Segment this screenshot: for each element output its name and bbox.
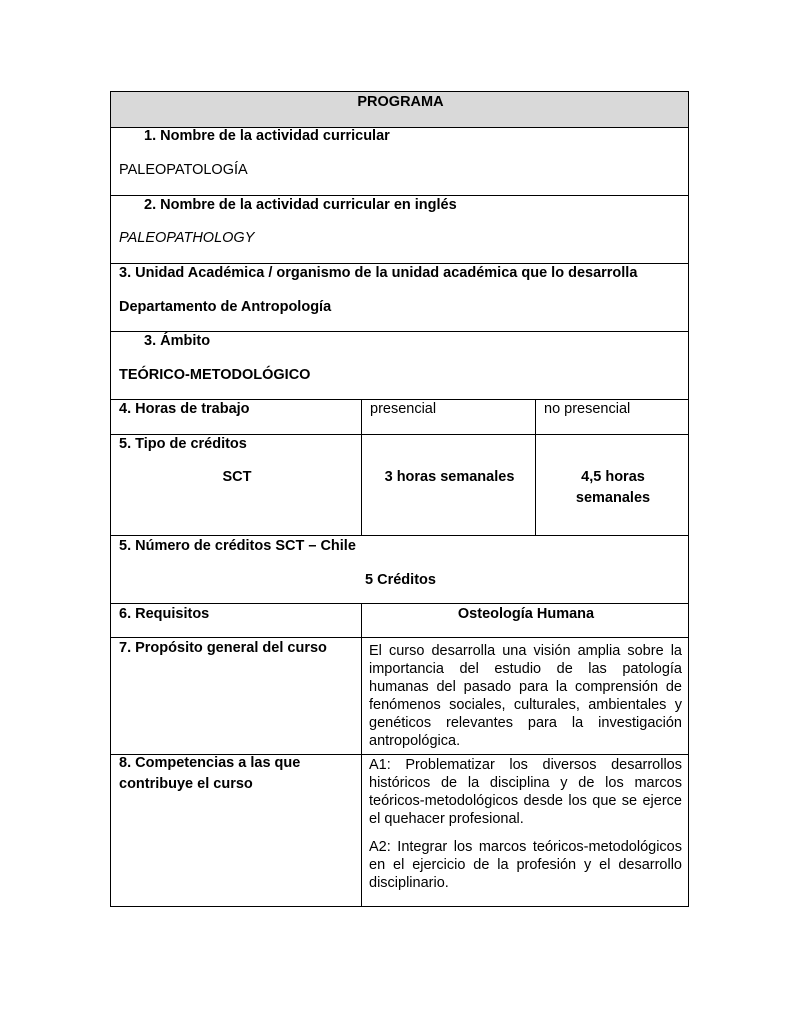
- s3-label: 3. Unidad Académica / organismo de la unidad académica que lo desarrolla: [119, 265, 638, 281]
- s5b-label: 5. Número de créditos SCT – Chile: [119, 538, 356, 554]
- s5-label: 5. Tipo de créditos: [119, 436, 247, 452]
- s7-label: 7. Propósito general del curso: [119, 640, 327, 656]
- s8-value: [369, 756, 682, 902]
- s2-value: PALEOPATHOLOGY: [119, 230, 255, 246]
- s3-value: Departamento de Antropología: [119, 299, 332, 315]
- s5-col2-cell: [361, 434, 536, 536]
- header-title: PROGRAMA: [357, 94, 444, 110]
- s4-label: 4. Horas de trabajo: [119, 401, 250, 417]
- competencia-a1: A1: Problematizar los diversos desarrollos históricos de la disciplina y de los marcos teóricos-metodológicos desde los que se ejerce el quehacer profesional.: [369, 757, 682, 827]
- s6-label: 6. Requisitos: [119, 606, 210, 622]
- s5-col2: 3 horas semanales: [384, 469, 515, 485]
- s7-value: [369, 642, 682, 760]
- s4-col2: presencial: [370, 401, 437, 417]
- s4-col3: no presencial: [544, 401, 631, 417]
- s2-label: 2. Nombre de la actividad curricular en inglés: [144, 197, 457, 213]
- s5b-value: 5 Créditos: [365, 572, 436, 588]
- s5-col3-line2: semanales: [575, 490, 651, 506]
- s5-col3-cell: [535, 434, 689, 536]
- s1-label: 1. Nombre de la actividad curricular: [144, 128, 390, 144]
- s7-paragraph: El curso desarrolla una visión amplia sobre la importancia del estudio de las patología humanas del pasado para la comprensión de fenómenos sociales, culturales, ambientales y genéticos relevantes para la investigación antropológica.: [369, 643, 682, 749]
- s3b-label: 3. Ámbito: [144, 333, 211, 349]
- s5-col3-line1: 4,5 horas: [581, 469, 645, 485]
- s1-value: PALEOPATOLOGÍA: [119, 162, 248, 178]
- competencia-a2: A2: Integrar los marcos teóricos-metodológicos en el ejercicio de la profesión y el desarrollo disciplinario.: [369, 839, 682, 891]
- s3b-value: TEÓRICO-METODOLÓGICO: [119, 367, 311, 383]
- s8-label-line1: 8. Competencias a las que: [119, 755, 301, 771]
- s8-label-line2: contribuye el curso: [119, 776, 253, 792]
- s5-type: SCT: [222, 469, 252, 485]
- s6-value: Osteología Humana: [457, 606, 595, 622]
